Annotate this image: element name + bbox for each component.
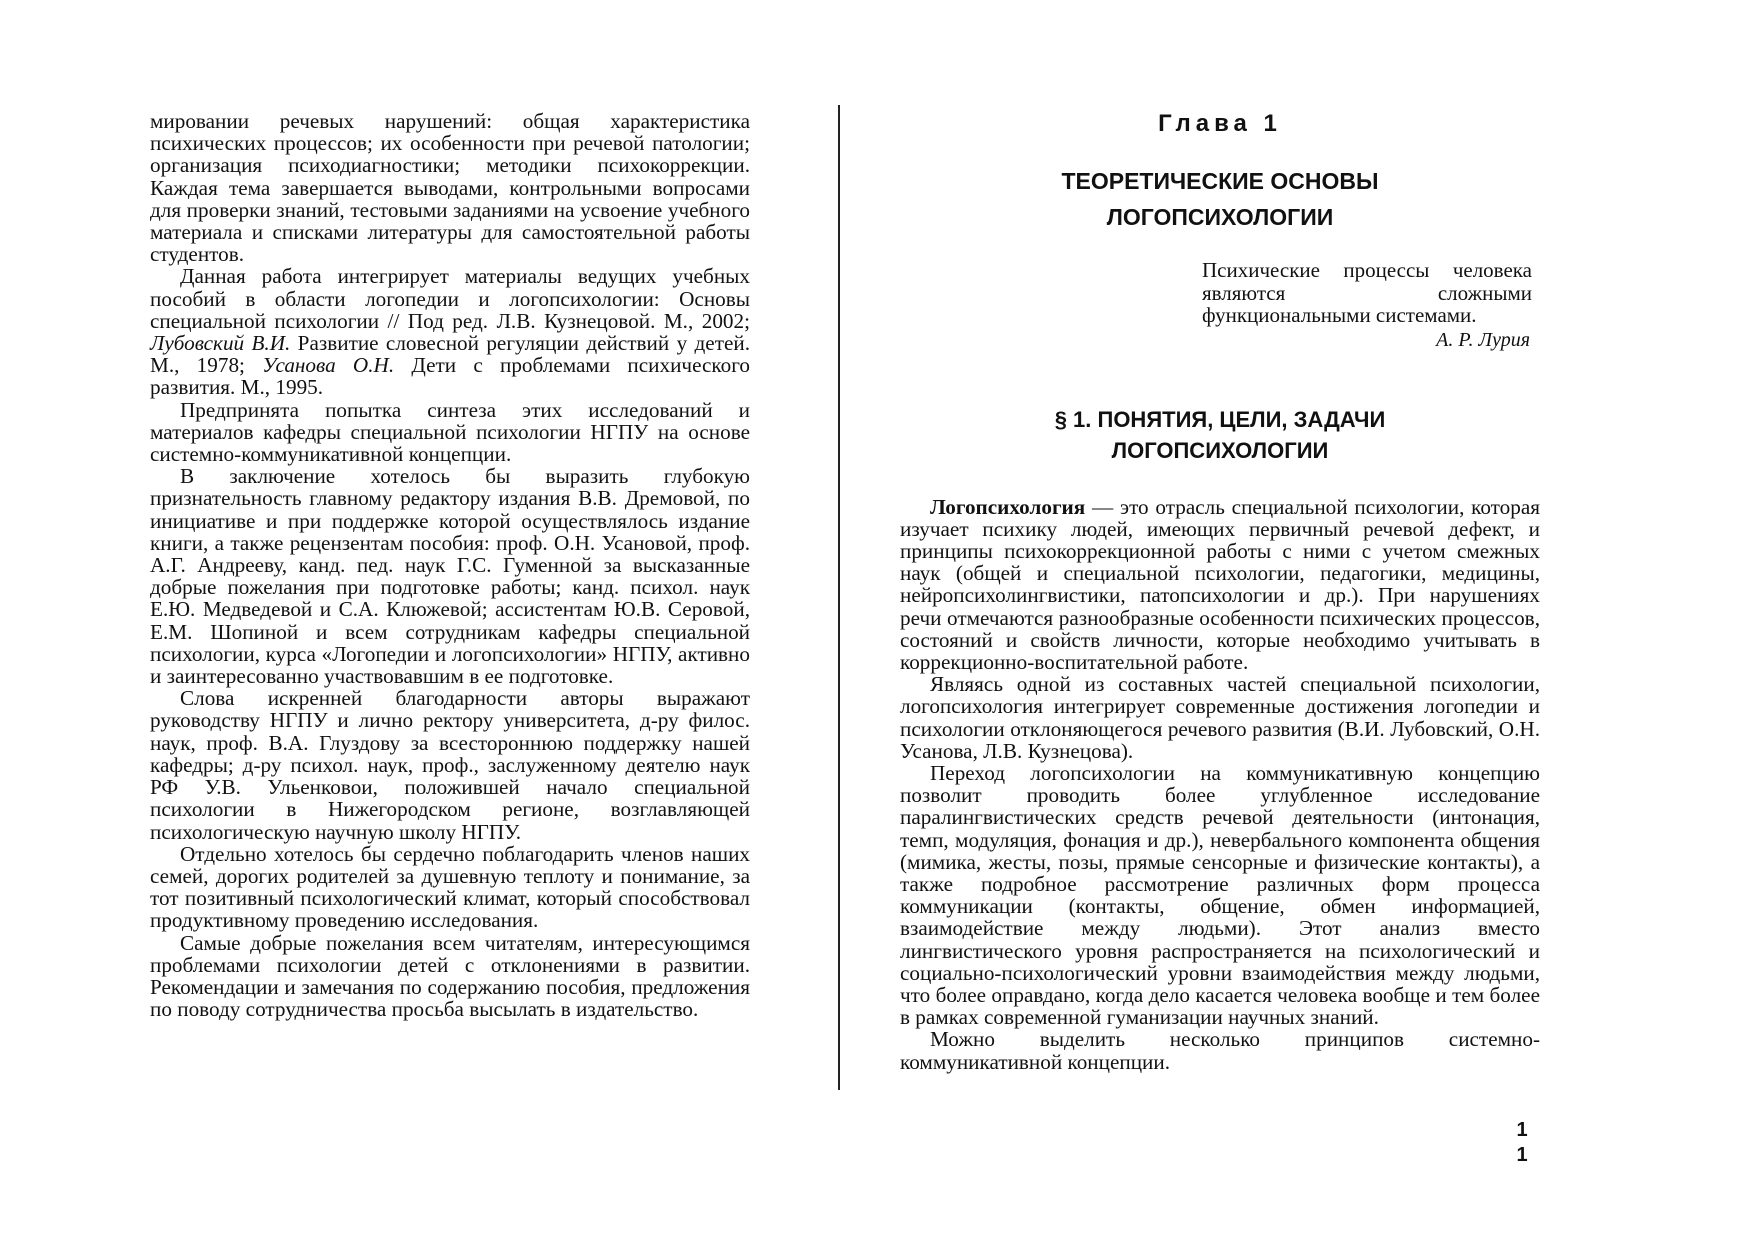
right-page [900,110,1540,1073]
left-paragraph-2-text-b: Развитие словесной регуляции действий у детей. М., 1978; [150,331,750,378]
page-divider [838,105,840,1090]
chapter-title-line-2: ЛОГОПСИХОЛОГИИ [1106,204,1334,230]
epigraph-author: А. Р. Лурия [1436,328,1530,351]
left-paragraph-5: Слова искренней благодарности авторы выражают руководству НГПУ и лично ректору университета, д-ру филос. наук, проф. В.А. Глуздову за всестороннюю поддержку нашей кафедры; д-ру психол. наук, проф., заслуженному деятелю наук РФ У.В. Ульенковои, положившей начало специальной психологии в Нижегородском регионе, возглавляющей психологическую научную школу НГПУ. [150,686,750,844]
left-paragraph-2-text-c: Дети с проблемами психического развития. М., 1995. [150,353,750,400]
section-title-line-1: § 1. ПОНЯТИЯ, ЦЕЛИ, ЗАДАЧИ [1054,406,1386,432]
chapter-label: Глава 1 [1158,110,1282,137]
left-paragraph-4: В заключение хотелось бы выразить глубокую признательность главному редактору издания В.В. Дремовой, по инициативе и при поддержке которой осуществлялось издание книги, а также рецензентам пособия: проф. О.Н. Усановой, проф. А.Г. Андрееву, канд. пед. наук Г.С. Гуменной за высказанные добрые пожелания при подготовке работы; канд. психол. наук Е.Ю. Медведевой и С.А. Клюжевой; ассистентам Ю.В. Серовой, Е.М. Шопиной и всем сотрудникам кафедры специальной психологии, курса «Логопедии и логопсихологии» НГПУ, активно и заинтересованно участвовавшим в ее подготовке. [150,464,750,689]
left-paragraph-1: мировании речевых нарушений: общая характеристика психических процессов; их особенности при речевой патологии; организация психодиагностики; методики психокоррекции. Каждая тема завершается выводами, контрольными вопросами для проверки знаний, тестовыми заданиями на усвоение учебного материала и списками литературы для самостоятельной работы студентов. [150,109,750,267]
chapter-title [900,163,1540,235]
right-paragraph-2: Являясь одной из составных частей специальной психологии, логопсихология интегрирует современные достижения логопедии и психологии отклоняющегося речевого развития (В.И. Лубовский, О.Н. Усанова, Л.В. Кузнецова). [900,672,1540,763]
cited-author-lubovsky: Лубовский В.И. [150,331,291,356]
page-number-line-1: 1 [1516,1119,1528,1141]
left-paragraph-6: Отдельно хотелось бы сердечно поблагодарить членов наших семей, дорогих родителей за душевную теплоту и понимание, за тот позитивный психологический климат, который способствовал продуктивному проведению исследования. [150,841,750,933]
page-number [1512,1118,1532,1168]
left-paragraph-3: Предпринята попытка синтеза этих исследований и материалов кафедры специальной психологии НГПУ на основе системно-коммуникативной концепции. [150,397,750,467]
cited-author-usanova: Усанова О.Н. [262,353,395,378]
right-paragraph-1 [900,496,1540,674]
right-paragraph-1-text: — это отрасль специальной психологии, которая изучает психику людей, имеющих первичный речевой дефект, и принципы психокоррекционной работы с ними с учетом смежных наук (общей и специальной психологии, педагогики, медицины, нейропсихолингвистики, патопсихологии и др.). При нарушениях речи отмечаются разнообразные особенности психических процессов, состояний и свойств личности, которые необходимо учитывать в коррекционно-воспитательной работе. [900,494,1540,674]
left-paragraph-7: Самые добрые пожелания всем читателям, интересующимся проблемами психологии детей с отклонениями в развитии. Рекомендации и замечания по содержанию пособия, предложения по поводу сотрудничества просьба высылать в издательство. [150,930,750,1022]
epigraph-text: Психические процессы человека являются сложными функциональными системами. [1202,258,1532,327]
right-paragraph-3: Переход логопсихологии на коммуникативную концепцию позволит проводить более углубленное исследование паралингвистических средств речевой деятельности (интонация, темп, модуляция, фонация и др.), невербального компонента общения (мимика, жесты, позы, прямые сенсорные и физические контакты), а также подробное рассмотрение различных форм процесса коммуникации (контакты, общение, обмен информацией, взаимодействие между людьми). Этот анализ вместо лингвистического уровня распространяется на психологический и социально-психологический уровни взаимодействия между людьми, что более оправдано, когда дело касается человека вообще и тем более в рамках современной гуманизации научных знаний. [900,760,1540,1030]
chapter-title-line-1: ТЕОРЕТИЧЕСКИЕ ОСНОВЫ [1061,168,1379,194]
right-paragraph-4: Можно выделить несколько принципов системно-коммуникативной концепции. [900,1027,1540,1074]
section-title [900,404,1540,466]
left-page [150,110,750,1020]
term-logopsychology: Логопсихология [930,494,1086,519]
left-paragraph-2-text-a: Данная работа интегрирует материалы ведущих учебных пособий в области логопедии и логопсихологии: Основы специальной психологии // Под ред. Л.В. Кузнецовой. М., 2002; [150,264,750,333]
section-title-line-2: ЛОГОПСИХОЛОГИИ [1111,437,1329,463]
left-paragraph-2 [150,265,750,398]
page-number-line-2: 1 [1516,1144,1528,1166]
